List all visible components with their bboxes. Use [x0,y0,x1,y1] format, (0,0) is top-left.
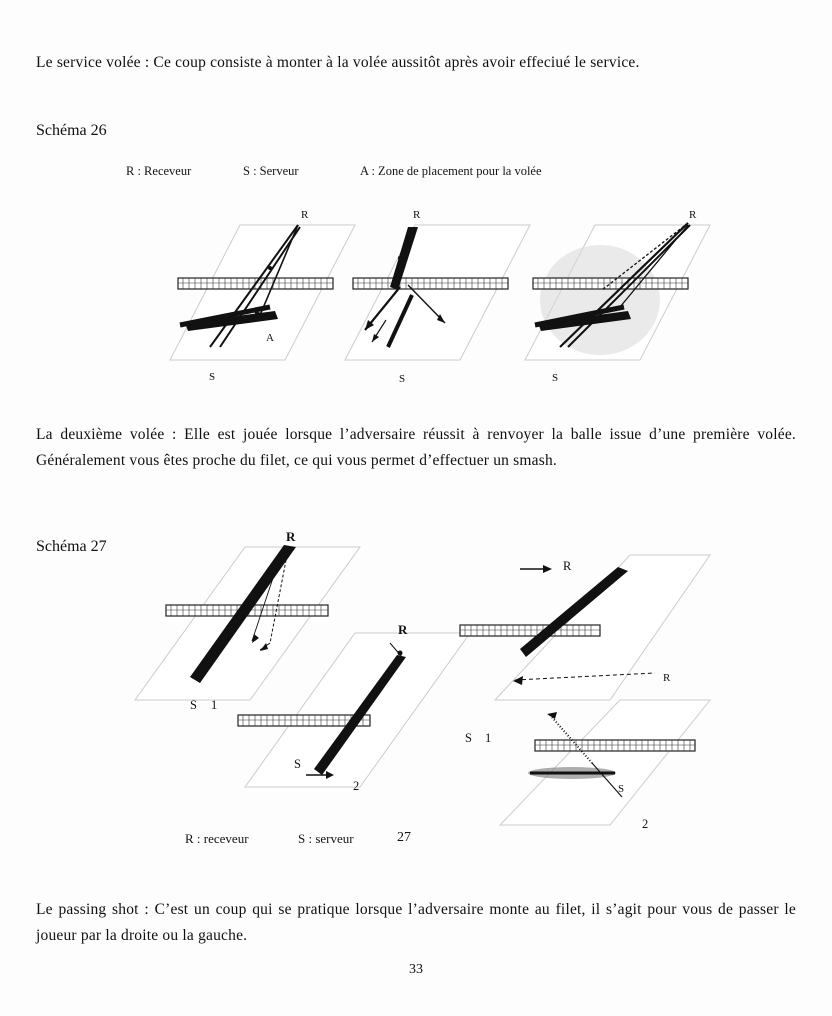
court-mark: 1 [485,731,492,745]
court-mark: R [689,209,697,221]
court-mark: S [190,698,197,712]
court-mark: R [563,559,572,573]
paragraph-service-volee: Le service volée : Ce coup consiste à monter à la volée aussitôt après avoir effeciué le service. [36,54,640,71]
court-mark: S [399,373,406,385]
court-3 [525,223,710,360]
schema-26-legend-zone: A : Zone de placement pour la volée [360,164,542,178]
court-mark: 2 [642,817,649,831]
schema-27-svg [110,525,720,850]
court-1 [170,225,355,360]
court-mark: S [618,783,625,795]
schema-26-svg [150,195,730,395]
schema-27-figure [110,525,720,850]
court-2 [345,225,530,360]
court-mark: S [552,372,559,384]
schema-26-legend-serveur: S : Serveur [243,164,299,178]
schema-27-number: 27 [397,830,411,845]
court-mark: 2 [353,779,360,793]
schema-26-label: Schéma 26 [36,122,107,139]
court-mark: S [294,757,301,771]
court-mark: R [413,209,421,221]
paragraph-deuxieme-volee: La deuxième volée : Elle est jouée lorsque l’adversaire réussit à renvoyer la balle issue d’une première volée. Généralement vous êtes proche du filet, ce qui vous permet d’effectuer un smash. [36,426,796,469]
schema-27-legend-receveur: R : receveur [185,831,249,846]
schema-27-label: Schéma 27 [36,538,107,555]
court-mark: R [301,209,309,221]
court-c [460,555,710,700]
paragraph-passing-shot: Le passing shot : C’est un coup qui se pratique lorsque l’adversaire monte au filet, il s’agit pour vous de passer le joueur par la droite ou la gauche. [36,901,796,944]
schema-27-legend-serveur: S : serveur [298,831,354,846]
court-mark: R [398,622,408,637]
court-mark: R [286,529,296,544]
schema-26-figure [150,195,730,395]
court-mark: R [663,672,671,684]
court-mark: 1 [211,698,218,712]
court-mark: S [209,371,216,383]
page-number: 33 [409,962,423,977]
schema-26-legend-receveur: R : Receveur [126,164,192,178]
court-mark: S [465,731,472,745]
court-mark: A [266,332,274,344]
